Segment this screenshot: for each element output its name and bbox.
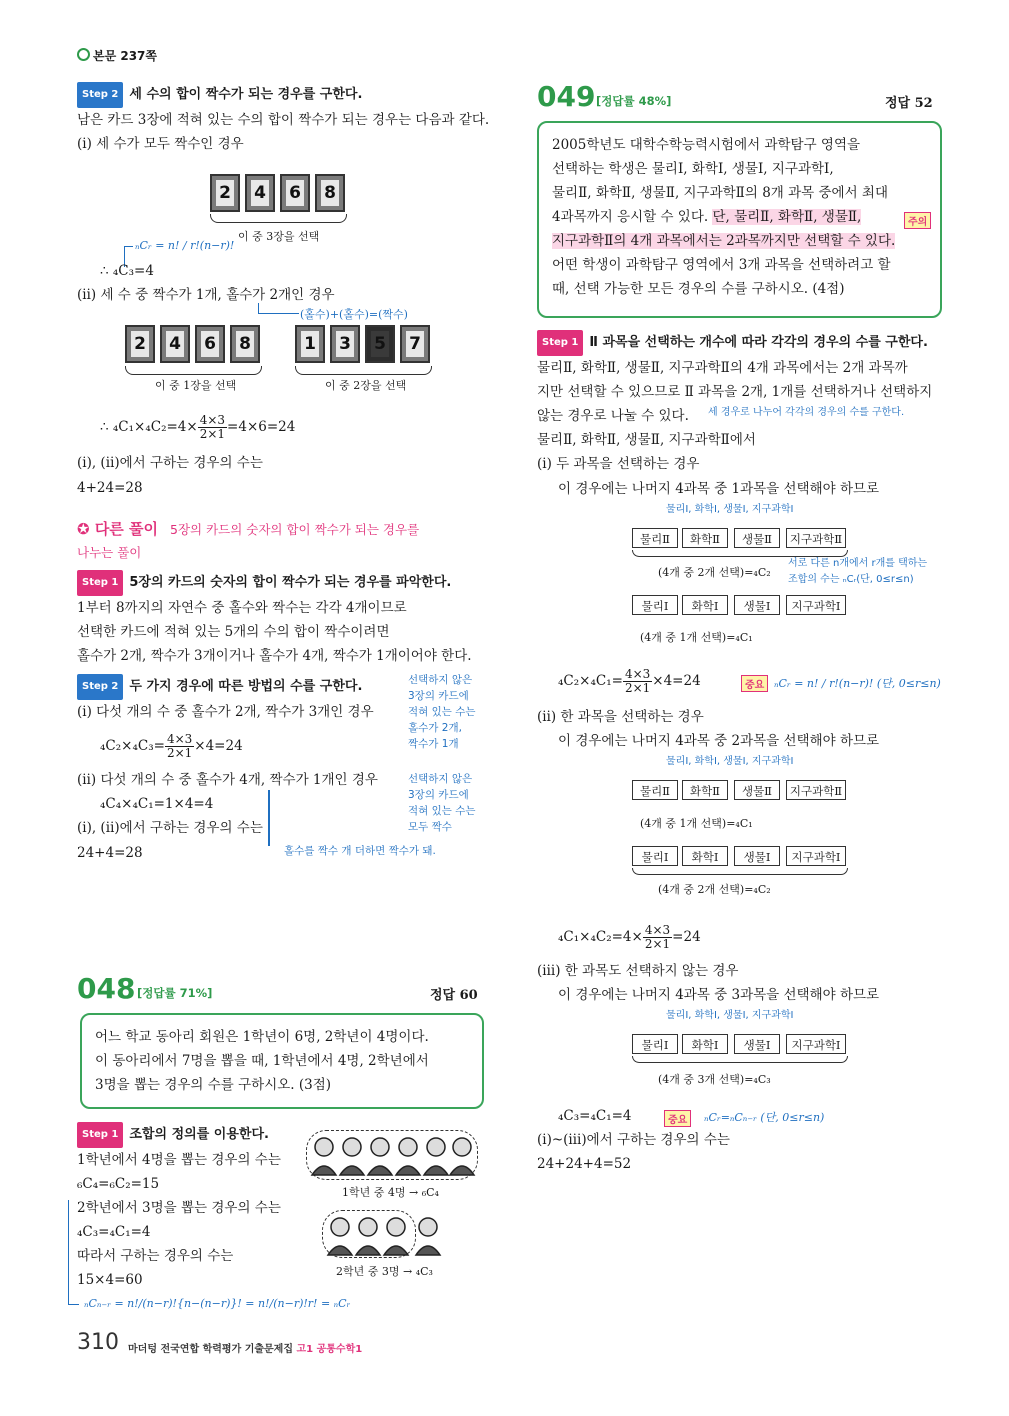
- c1-calc: ₄C₂×₄C₁= $\frac{4\times 3}{2\times 1}$ ×4=24: [558, 667, 701, 695]
- q049-l7: 때, 선택 가능한 모든 경우의 수를 구하시오. (4점): [552, 281, 845, 297]
- r3: 않는 경우로 나눌 수 있다.: [537, 408, 689, 424]
- subject-box: 화학Ⅱ: [682, 528, 728, 548]
- ncr-note: ₙCᵣ = n! / r!(n−r)!: [135, 239, 235, 252]
- brace: [632, 868, 848, 875]
- c2-note: 물리Ⅰ, 화학Ⅰ, 생물Ⅰ, 지구과학Ⅰ: [666, 756, 794, 767]
- c1-note2a: 서로 다른 n개에서 r개를 택하는: [788, 558, 928, 569]
- subject-box: 생물Ⅱ: [734, 780, 780, 800]
- alt-sum: 24+4=28: [77, 845, 143, 861]
- brace: [210, 214, 347, 223]
- r2: 지만 선택할 수 있으므로 Ⅱ 과목을 2개, 1개를 선택하거나 선택하지: [537, 384, 933, 400]
- subject-box: 물리Ⅱ: [632, 528, 678, 548]
- step-badge: Step 2: [77, 674, 123, 700]
- q049-l6: 어떤 학생이 과학탐구 영역에서 3개 과목을 선택하려고 할: [552, 257, 891, 273]
- s5: 따라서 구하는 경우의 수는: [77, 1248, 234, 1264]
- r4: 물리Ⅱ, 화학Ⅱ, 생물Ⅱ, 지구과학Ⅱ에서: [537, 432, 756, 448]
- alt-sub1: 5장의 카드의 숫자의 합이 짝수가 되는 경우를: [170, 522, 420, 537]
- brace: [632, 1056, 848, 1063]
- s6: 15×4=60: [77, 1272, 143, 1288]
- imp-note: ₙCᵣ=ₙCₙ₋ᵣ (단, 0≤r≤n): [704, 1111, 825, 1124]
- brace: [295, 366, 432, 375]
- alt-c2: (ⅱ) 다섯 개의 수 중 홀수가 4개, 짝수가 1개인 경우: [77, 772, 378, 788]
- q049-l5: 지구과학Ⅱ의 4개 과목에서는 2과목까지만 선택할 수 있다.: [552, 233, 896, 249]
- subject-box: 생물Ⅰ: [734, 595, 780, 615]
- alt-l2: 선택한 카드에 적혀 있는 5개의 수의 합이 짝수이려면: [77, 624, 390, 640]
- pick3-label: 이 중 3장을 선택: [238, 230, 320, 243]
- r3-note: 세 경우로 나누어 각각의 경우의 수를 구한다.: [708, 407, 905, 418]
- alt-step2-heading: Step 2 두 가지 경우에 따른 방법의 수를 구한다.: [77, 674, 362, 700]
- subject-box: 지구과학Ⅰ: [786, 1034, 846, 1054]
- subject-box: 화학Ⅰ: [682, 1034, 728, 1054]
- subject-box: 지구과학Ⅰ: [786, 846, 846, 866]
- connector: [268, 790, 270, 846]
- subject-box: 생물Ⅱ: [734, 528, 780, 548]
- alt-sum-intro: (ⅰ), (ⅱ)에서 구하는 경우의 수는: [77, 820, 263, 836]
- alt-sub2: 나누는 풀이: [77, 545, 142, 560]
- case2-text: (ⅱ) 세 수 중 짝수가 1개, 홀수가 2개인 경우: [77, 287, 335, 303]
- note-b: 선택하지 않은 3장의 카드에 적혀 있는 수는 모두 짝수: [408, 773, 476, 833]
- connector: [258, 303, 299, 314]
- people-group2-icon: [324, 1213, 444, 1257]
- alt-c1: (ⅰ) 다섯 개의 수 중 홀수가 2개, 짝수가 3개인 경우: [77, 704, 374, 720]
- r-step1-heading: Step 1 Ⅱ 과목을 선택하는 개수에 따라 각각의 경우의 수를 구한다.: [537, 330, 928, 356]
- q048-l3: 3명을 뽑는 경우의 수를 구하시오. (3점): [95, 1077, 332, 1093]
- subject-box: 화학Ⅱ: [682, 780, 728, 800]
- c1-note: 물리Ⅰ, 화학Ⅰ, 생물Ⅰ, 지구과학Ⅰ: [666, 504, 794, 515]
- q049-l4: 4과목까지 응시할 수 있다. 단, 물리Ⅱ, 화학Ⅱ, 생물Ⅱ,: [552, 209, 862, 225]
- s4: ₄C₃=₄C₁=4: [77, 1224, 151, 1240]
- page-number: 310: [77, 1330, 119, 1355]
- odd-note: (홀수)+(홀수)=(짝수): [300, 308, 408, 321]
- sel-label: (4개 중 2개 선택)=₄C₂: [658, 883, 771, 896]
- sel-label: (4개 중 2개 선택)=₄C₂: [658, 566, 771, 579]
- q049-l2: 선택하는 학생은 물리Ⅰ, 화학Ⅰ, 생물Ⅰ, 지구과학Ⅰ,: [552, 161, 834, 177]
- subject-box: 물리Ⅰ: [632, 846, 678, 866]
- c3-note: 물리Ⅰ, 화학Ⅰ, 생물Ⅰ, 지구과학Ⅰ: [666, 1010, 794, 1021]
- s1: 1학년에서 4명을 뽑는 경우의 수는: [77, 1152, 281, 1168]
- final-intro: (ⅰ)~(ⅲ)에서 구하는 경우의 수는: [537, 1132, 730, 1148]
- subject-box: 물리Ⅱ: [632, 780, 678, 800]
- case1-text: (ⅰ) 세 수가 모두 짝수인 경우: [77, 136, 244, 152]
- subject-box: 지구과학Ⅱ: [786, 528, 846, 548]
- answer: 정답 60: [430, 988, 478, 1003]
- calc2: ∴ ₄C₁×₄C₂=4× $\frac{4\times 3}{2\times 1}$ =4×6=24: [100, 413, 296, 441]
- star-icon: ✪: [77, 520, 90, 538]
- g2-label: 2학년 중 3명 → ₄C₃: [336, 1265, 433, 1278]
- foot-formula: ₙCₙ₋ᵣ = n!/(n−r)!{n−(n−r)}! = n!/(n−r)!r! = ₙCᵣ: [84, 1297, 351, 1310]
- subject-box: 생물Ⅰ: [734, 1034, 780, 1054]
- alt-step1-heading: Step 1 5장의 카드의 숫자의 합이 짝수가 되는 경우를 파악한다.: [77, 570, 451, 596]
- q049-l3: 물리Ⅱ, 화학Ⅱ, 생물Ⅱ, 지구과학Ⅱ의 8개 과목 중에서 최대: [552, 185, 888, 201]
- intro-text: 남은 카드 3장에 적혀 있는 수의 합이 짝수가 되는 경우는 다음과 같다.: [77, 112, 490, 128]
- p048-step1-heading: Step 1 조합의 정의를 이용한다.: [77, 1122, 269, 1148]
- c3: (ⅲ) 한 과목도 선택하지 않는 경우: [537, 963, 739, 979]
- subject-box: 화학Ⅰ: [682, 595, 728, 615]
- s2: ₆C₄=₆C₂=15: [77, 1176, 160, 1192]
- s3: 2학년에서 3명을 뽑는 경우의 수는: [77, 1200, 281, 1216]
- q048-l1: 어느 학교 동아리 회원은 1학년이 6명, 2학년이 4명이다.: [95, 1029, 429, 1045]
- step-badge: Step 1: [77, 570, 123, 596]
- alt-l1: 1부터 8까지의 자연수 중 홀수와 짝수는 각각 4개이므로: [77, 600, 407, 616]
- step-badge: Step 1: [77, 1122, 123, 1148]
- g1-label: 1학년 중 4명 → ₆C₄: [342, 1186, 439, 1199]
- note-c: 홀수를 짝수 개 더하면 짝수가 돼.: [284, 845, 436, 857]
- sum-intro: (ⅰ), (ⅱ)에서 구하는 경우의 수는: [77, 455, 263, 471]
- sel-label: (4개 중 3개 선택)=₄C₃: [658, 1073, 771, 1086]
- q049-l1: 2005학년도 대학수학능력시험에서 과학탐구 영역을: [552, 137, 861, 153]
- c2-calc: ₄C₁×₄C₂=4× $\frac{4\times 3}{2\times 1}$ =24: [558, 923, 701, 951]
- c2-l: 이 경우에는 나머지 4과목 중 2과목을 선택해야 하므로: [558, 733, 880, 749]
- people-group1-icon: [308, 1133, 476, 1177]
- c2: (ⅱ) 한 과목을 선택하는 경우: [537, 709, 704, 725]
- brace: [125, 366, 262, 375]
- circle-icon: [77, 48, 90, 61]
- step2-heading: Step 2 세 수의 합이 짝수가 되는 경우를 구한다.: [77, 82, 362, 108]
- c1-note2b: 조합의 수는 ₙCᵣ(단, 0≤r≤n): [788, 574, 914, 585]
- subject-box: 화학Ⅰ: [682, 846, 728, 866]
- book-title: 마더텅 전국연합 학력평가 기출문제집 고1 공통수학1: [128, 1344, 363, 1355]
- alt-l3: 홀수가 2개, 짝수가 3개이거나 홀수가 4개, 짝수가 1개이어야 한다.: [77, 648, 472, 664]
- important-badge: 중요: [741, 675, 768, 692]
- subject-box: 물리Ⅰ: [632, 1034, 678, 1054]
- c3-calc: ₄C₃=₄C₁=4: [558, 1108, 632, 1124]
- problem-number: 048: [77, 972, 136, 1005]
- alt-c2-calc: ₄C₄×₄C₁=1×4=4: [100, 796, 214, 812]
- page-ref: 본문 237쪽: [77, 47, 157, 64]
- c1-l: 이 경우에는 나머지 4과목 중 1과목을 선택해야 하므로: [558, 481, 880, 497]
- r1: 물리Ⅱ, 화학Ⅱ, 생물Ⅱ, 지구과학Ⅱ의 4개 과목에서는 2개 과목까: [537, 360, 908, 376]
- subject-box: 생물Ⅰ: [734, 846, 780, 866]
- connector: [68, 1200, 79, 1305]
- important-badge: 중요: [664, 1110, 691, 1127]
- rate: [정답률 48%]: [596, 94, 672, 108]
- step-badge: Step 2: [77, 82, 123, 108]
- note-a: 선택하지 않은 3장의 카드에 적혀 있는 수는 홀수가 2개, 짝수가 1개: [408, 674, 476, 750]
- step-badge: Step 1: [537, 330, 583, 356]
- subject-box: 물리Ⅰ: [632, 595, 678, 615]
- sel-label: (4개 중 1개 선택)=₄C₁: [640, 817, 753, 830]
- alt-c1-calc: ₄C₂×₄C₃= $\frac{4\times 3}{2\times 1}$ ×4=24: [100, 732, 243, 760]
- c3-l: 이 경우에는 나머지 4과목 중 3과목을 선택해야 하므로: [558, 987, 880, 1003]
- imp-note: ₙCᵣ = n! / r!(n−r)! (단, 0≤r≤n): [774, 677, 941, 690]
- alt-title: ✪ 다른 풀이: [77, 520, 158, 538]
- sum-result: 4+24=28: [77, 480, 143, 496]
- rate: [정답률 71%]: [137, 986, 213, 1000]
- caution-badge: 주의: [904, 212, 931, 229]
- problem-number: 049: [537, 80, 596, 113]
- c43-text: ∴ ₄C₃=4: [100, 263, 154, 279]
- pick2-label: 이 중 2장을 선택: [325, 379, 407, 392]
- subject-box: 지구과학Ⅱ: [786, 780, 846, 800]
- sel-label: (4개 중 1개 선택)=₄C₁: [640, 631, 753, 644]
- subject-box: 지구과학Ⅰ: [786, 595, 846, 615]
- pick1-label: 이 중 1장을 선택: [155, 379, 237, 392]
- q048-l2: 이 동아리에서 7명을 뽑을 때, 1학년에서 4명, 2학년에서: [95, 1053, 429, 1069]
- final: 24+24+4=52: [537, 1156, 632, 1172]
- c1: (ⅰ) 두 과목을 선택하는 경우: [537, 456, 700, 472]
- answer: 정답 52: [885, 96, 933, 111]
